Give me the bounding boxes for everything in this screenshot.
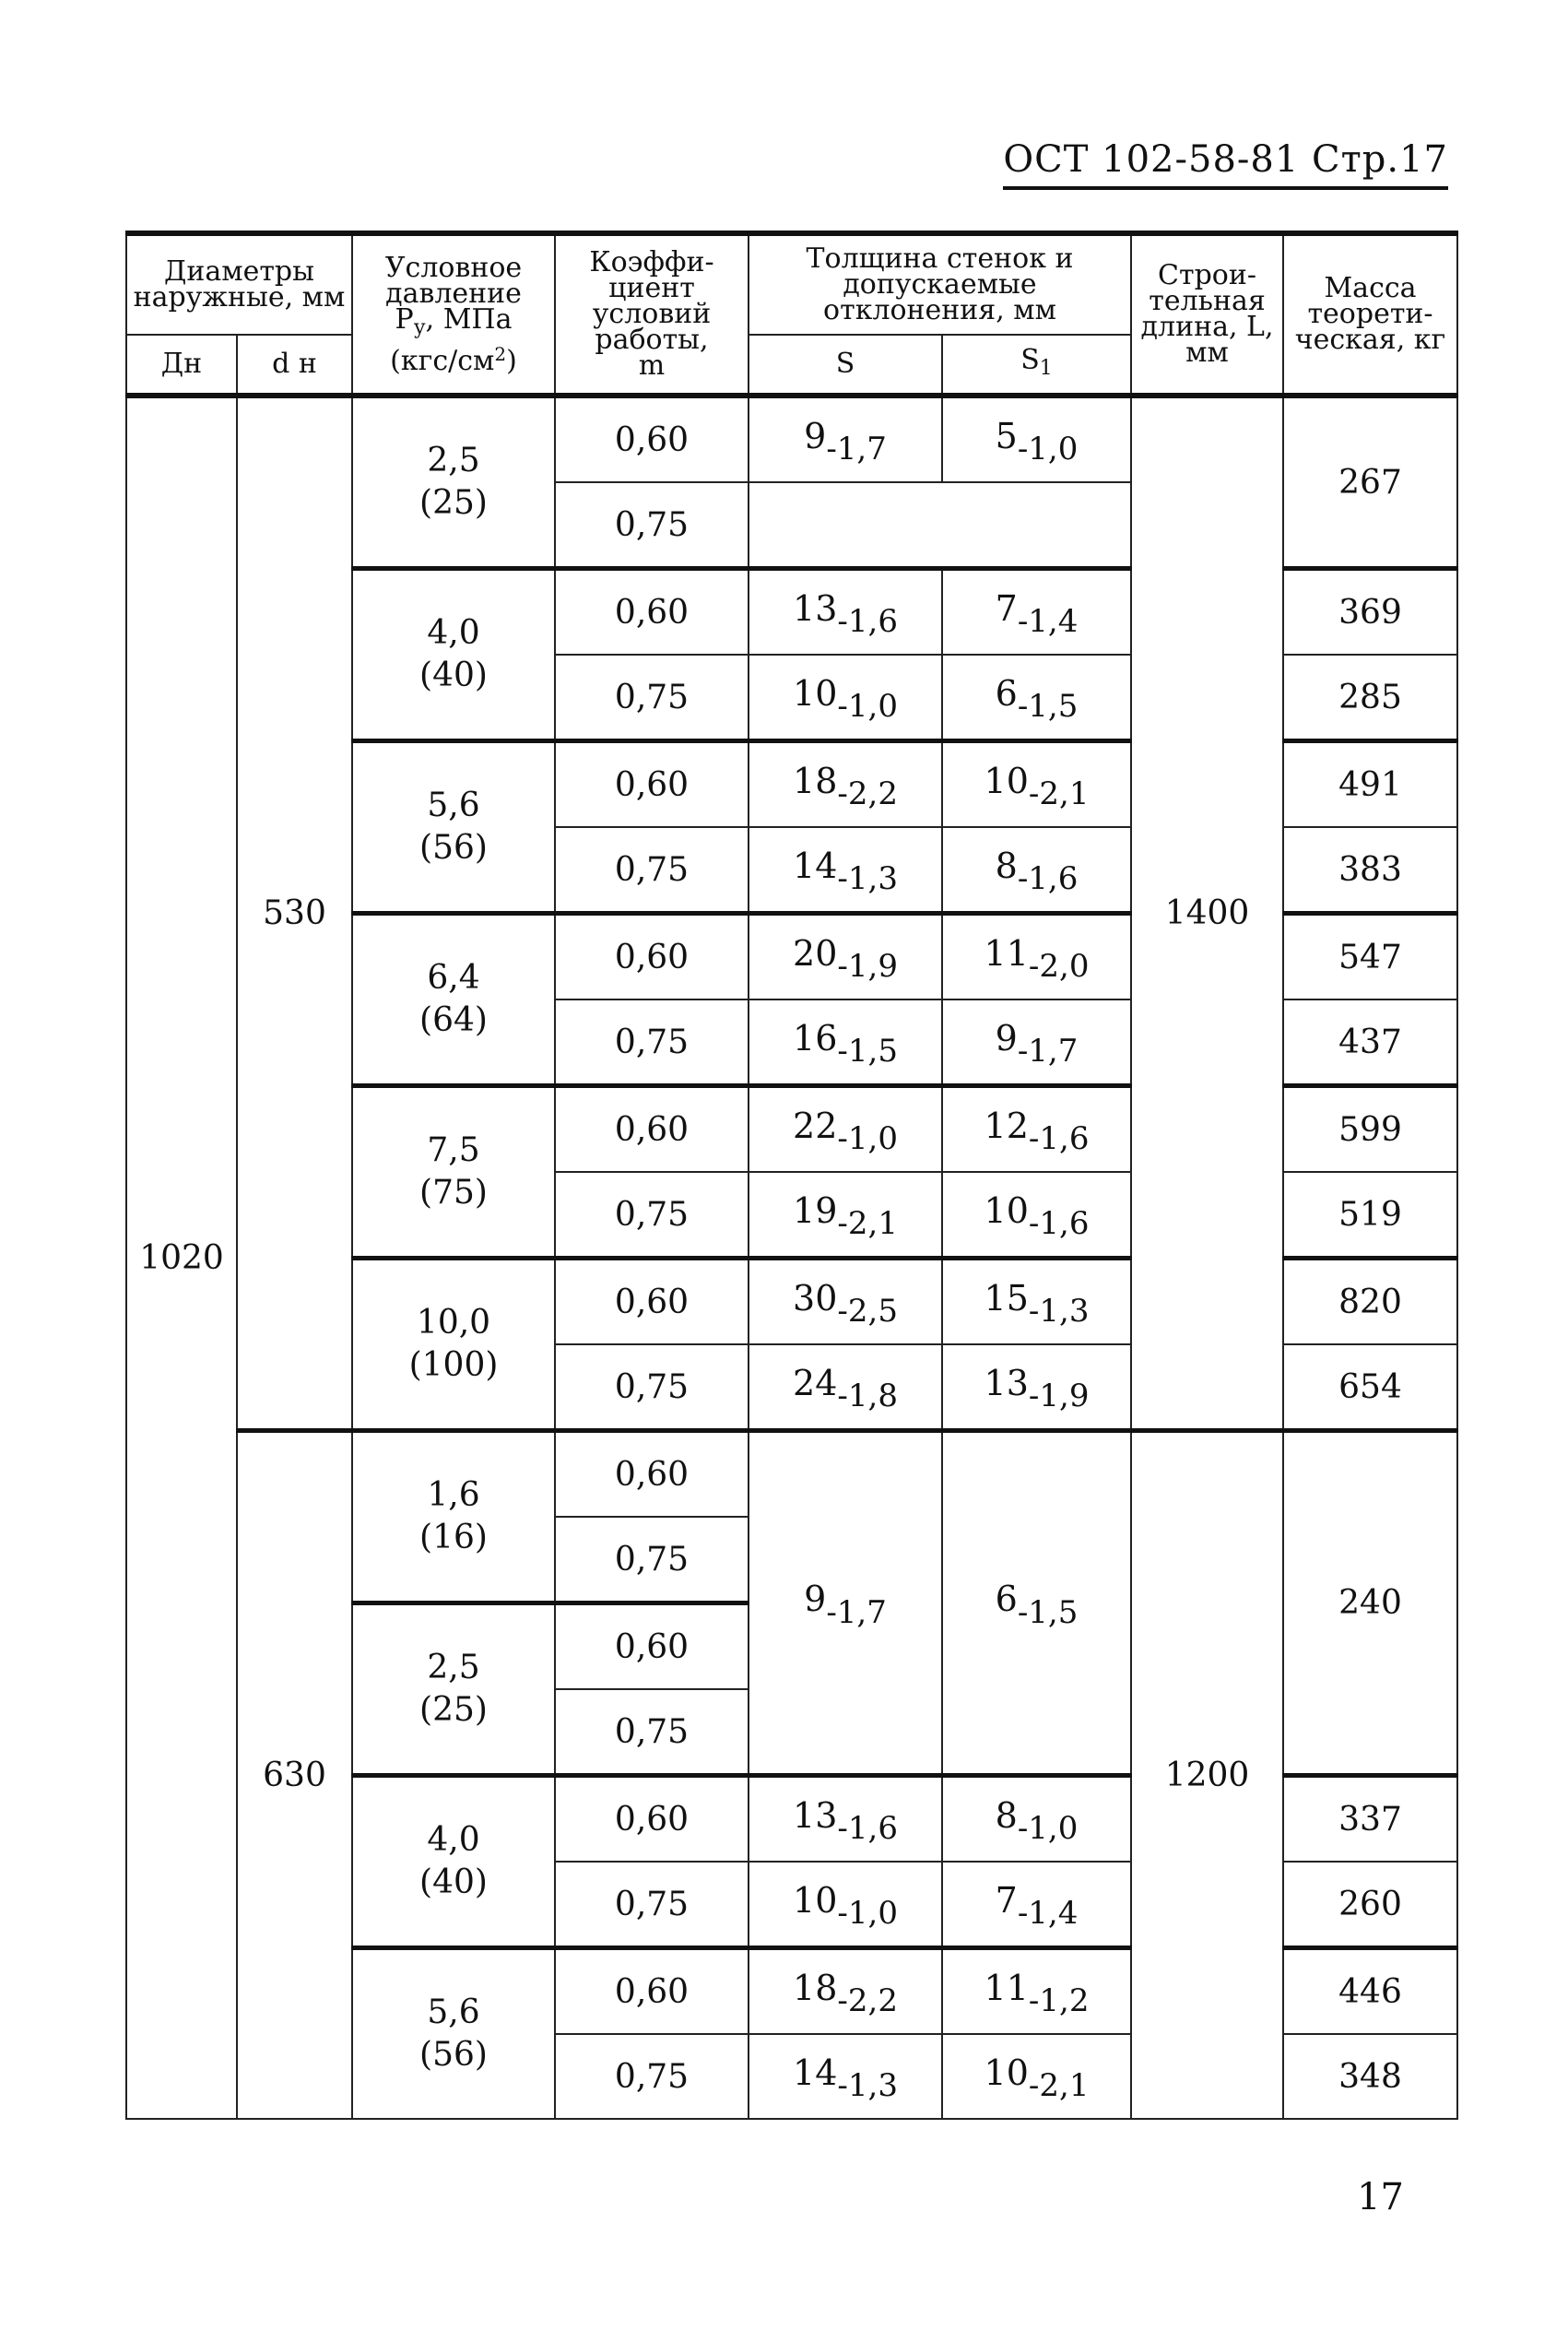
s1-cell bbox=[942, 827, 1131, 914]
s1-cell bbox=[942, 1172, 1131, 1259]
pressure-header-line3 bbox=[353, 341, 554, 377]
thickness-base: 18 bbox=[793, 760, 838, 801]
s-cell bbox=[749, 999, 942, 1086]
s1-cell bbox=[942, 569, 1131, 656]
pressure-mpa: 6,4 bbox=[427, 959, 480, 997]
thickness-base: 10 bbox=[984, 1189, 1029, 1231]
mass-cell: 437 bbox=[1283, 999, 1457, 1086]
thickness-tolerance: -1,6 bbox=[1028, 1205, 1090, 1243]
thickness-base: 13 bbox=[793, 587, 838, 629]
col-dn-inner-header: d н bbox=[237, 335, 352, 396]
s1-cell bbox=[942, 1086, 1131, 1173]
thickness-tolerance: -2,1 bbox=[1028, 2067, 1090, 2105]
mass-cell: 285 bbox=[1283, 655, 1457, 741]
col-coef-header bbox=[555, 233, 749, 396]
s1-cell-value bbox=[984, 2052, 1090, 2105]
pressure-kgf: (40) bbox=[419, 656, 488, 694]
s1-cell-value bbox=[984, 1362, 1090, 1415]
thickness-base: 14 bbox=[793, 2052, 838, 2093]
s-cell-value bbox=[793, 1879, 898, 1933]
thickness-tolerance: -1,8 bbox=[837, 1378, 898, 1415]
thickness-tolerance: -1,0 bbox=[837, 1895, 898, 1933]
pressure-cell bbox=[352, 396, 555, 569]
pressure-cell bbox=[352, 741, 555, 914]
thickness-tolerance: -2,1 bbox=[1028, 775, 1090, 813]
pressure-kgf: (100) bbox=[408, 1346, 499, 1384]
thickness-base: 7 bbox=[995, 587, 1018, 629]
thickness-tolerance: -1,0 bbox=[1017, 1810, 1079, 1848]
thickness-tolerance: -1,9 bbox=[1028, 1378, 1090, 1415]
s1-cell-value bbox=[995, 672, 1079, 726]
document-code: ОСТ 102-58-81 Стр.17 bbox=[1003, 138, 1448, 190]
pressure-cell bbox=[352, 914, 555, 1086]
pressure-header-line1: Условное давление bbox=[384, 251, 523, 310]
s1-cell bbox=[942, 741, 1131, 828]
thickness-tolerance: -1,3 bbox=[1028, 1293, 1090, 1331]
thickness-tolerance: -1,0 bbox=[837, 688, 898, 726]
s-cell-value bbox=[804, 415, 887, 468]
col-s1-header bbox=[942, 335, 1131, 396]
pressure-kgf: (40) bbox=[419, 1863, 488, 1901]
s1-cell bbox=[942, 2034, 1131, 2119]
thickness-tolerance: -1,7 bbox=[826, 1593, 887, 1631]
thickness-base: 9 bbox=[995, 1017, 1018, 1059]
length-cell: 1200 bbox=[1131, 1431, 1283, 2120]
coef-cell: 0,60 bbox=[555, 1948, 749, 2035]
s1-cell-value bbox=[995, 1794, 1079, 1848]
page-number: 17 bbox=[1357, 2176, 1404, 2218]
pressure-alt-unit-sup: 2 bbox=[494, 342, 507, 365]
pressure-alt-unit: (кгс/см bbox=[390, 344, 495, 377]
thickness-base: 10 bbox=[984, 760, 1029, 801]
s-cell bbox=[749, 1086, 942, 1173]
coef-cell: 0,60 bbox=[555, 1259, 749, 1345]
col-length-header: Строи- тельная длина, L, мм bbox=[1131, 233, 1283, 396]
pressure-mpa: 1,6 bbox=[427, 1476, 480, 1514]
thickness-base: 16 bbox=[793, 1017, 838, 1059]
pressure-kgf: (64) bbox=[419, 1001, 488, 1039]
thickness-base: 11 bbox=[984, 932, 1029, 974]
thickness-base: 7 bbox=[995, 1879, 1018, 1921]
s-cell-value bbox=[793, 1277, 898, 1331]
mass-cell: 820 bbox=[1283, 1259, 1457, 1345]
s1-symbol: S bbox=[1020, 343, 1040, 376]
s-cell bbox=[749, 1862, 942, 1948]
thickness-tolerance: -1,6 bbox=[1017, 860, 1079, 898]
thickness-tolerance: -1,3 bbox=[837, 2067, 898, 2105]
thickness-base: 13 bbox=[984, 1362, 1029, 1403]
s-cell bbox=[749, 1344, 942, 1431]
s-cell bbox=[749, 1948, 942, 2035]
s1-shared-cell bbox=[942, 1431, 1131, 1776]
s1-cell bbox=[942, 999, 1131, 1086]
thickness-base: 22 bbox=[793, 1105, 838, 1146]
coef-cell: 0,75 bbox=[555, 2034, 749, 2119]
s1-cell bbox=[942, 1259, 1131, 1345]
s1-cell-value bbox=[984, 1967, 1090, 2020]
mass-cell: 267 bbox=[1283, 396, 1457, 569]
pressure-alt-unit-close: ) bbox=[506, 344, 517, 377]
thickness-base: 6 bbox=[995, 1579, 1018, 1620]
s1-cell-value bbox=[984, 1277, 1090, 1331]
table-header bbox=[126, 233, 1457, 396]
s-cell bbox=[749, 569, 942, 656]
s1-cell-value bbox=[984, 932, 1090, 986]
pressure-kgf: (25) bbox=[419, 484, 488, 522]
s-cell-value bbox=[793, 1362, 898, 1415]
pressure-mpa: 5,6 bbox=[427, 1993, 480, 2031]
thickness-tolerance: -2,2 bbox=[837, 775, 898, 813]
s1-cell bbox=[942, 1344, 1131, 1431]
s-cell-value bbox=[793, 1967, 898, 2020]
thickness-tolerance: -1,2 bbox=[1028, 1982, 1090, 2020]
s-cell bbox=[749, 655, 942, 741]
thickness-tolerance: -1,7 bbox=[1017, 1033, 1079, 1070]
s-cell-value bbox=[793, 1189, 898, 1243]
s1-shared-cell-value bbox=[995, 1579, 1079, 1631]
pressure-kgf: (16) bbox=[419, 1519, 488, 1556]
col-mass-header: Масса теорети- ческая, кг bbox=[1283, 233, 1457, 396]
pressure-mpa: 2,5 bbox=[427, 442, 480, 479]
s1-cell-value bbox=[995, 1017, 1079, 1070]
pressure-cell bbox=[352, 1431, 555, 1603]
s-cell bbox=[749, 1259, 942, 1345]
pressure-symbol-sub: у bbox=[413, 315, 426, 339]
thickness-base: 10 bbox=[984, 2052, 1029, 2093]
thickness-tolerance: -1,5 bbox=[1017, 688, 1079, 726]
coef-cell: 0,60 bbox=[555, 1431, 749, 1518]
s-cell-value bbox=[793, 587, 898, 641]
mass-cell: 547 bbox=[1283, 914, 1457, 1000]
coef-cell: 0,60 bbox=[555, 569, 749, 656]
coef-header-symbol: m bbox=[638, 349, 666, 382]
thickness-tolerance: -1,6 bbox=[837, 1810, 898, 1848]
thickness-tolerance: -1,5 bbox=[837, 1033, 898, 1070]
thickness-base: 12 bbox=[984, 1105, 1029, 1146]
thickness-base: 10 bbox=[793, 1879, 838, 1921]
s1-cell-value bbox=[984, 1189, 1090, 1243]
col-diameters-header: Диаметры наружные, мм bbox=[126, 233, 352, 335]
thickness-tolerance: -1,6 bbox=[837, 603, 898, 641]
pressure-kgf: (25) bbox=[419, 1691, 488, 1729]
s-cell bbox=[749, 741, 942, 828]
s1-cell bbox=[942, 396, 1131, 482]
mass-cell: 348 bbox=[1283, 2034, 1457, 2119]
pressure-cell bbox=[352, 1259, 555, 1431]
s1-cell-value bbox=[995, 415, 1079, 468]
pressure-symbol: Р bbox=[395, 302, 414, 336]
thickness-tolerance: -1,5 bbox=[1017, 1593, 1079, 1631]
s-cell bbox=[749, 827, 942, 914]
mass-shared-cell: 240 bbox=[1283, 1431, 1457, 1776]
coef-cell: 0,75 bbox=[555, 1344, 749, 1431]
thickness-base: 13 bbox=[793, 1794, 838, 1836]
thickness-base: 14 bbox=[793, 845, 838, 886]
thickness-tolerance: -1,3 bbox=[837, 860, 898, 898]
thickness-base: 24 bbox=[793, 1362, 838, 1403]
mass-cell: 519 bbox=[1283, 1172, 1457, 1259]
inner-diameter-cell: 530 bbox=[237, 396, 352, 1431]
coef-cell: 0,75 bbox=[555, 655, 749, 741]
pressure-mpa: 2,5 bbox=[427, 1649, 480, 1686]
table-body bbox=[126, 396, 1457, 2119]
coef-header-text: Коэффи- циент условий работы, bbox=[589, 246, 714, 356]
coef-cell: 0,75 bbox=[555, 1172, 749, 1259]
s1-symbol-sub: 1 bbox=[1039, 356, 1053, 380]
pressure-mpa: 5,6 bbox=[427, 787, 480, 824]
mass-cell: 491 bbox=[1283, 741, 1457, 828]
pipe-spec-table bbox=[125, 231, 1458, 2120]
thickness-tolerance: -1,0 bbox=[837, 1120, 898, 1158]
outer-diameter-cell: 1020 bbox=[126, 396, 237, 2119]
s-cell bbox=[749, 914, 942, 1000]
s-cell-value bbox=[793, 845, 898, 898]
length-cell: 1400 bbox=[1131, 396, 1283, 1431]
pressure-mpa: 4,0 bbox=[427, 1821, 480, 1859]
s1-cell-value bbox=[995, 1879, 1079, 1933]
coef-cell: 0,60 bbox=[555, 741, 749, 828]
coef-cell: 0,75 bbox=[555, 482, 749, 569]
thickness-base: 6 bbox=[995, 672, 1018, 714]
s-cell-value bbox=[793, 1017, 898, 1070]
s-cell bbox=[749, 1172, 942, 1259]
s1-cell-value bbox=[984, 760, 1090, 813]
thickness-base: 8 bbox=[995, 845, 1018, 886]
thickness-tolerance: -1,7 bbox=[826, 431, 887, 468]
s1-cell-value bbox=[995, 845, 1079, 898]
coef-cell: 0,75 bbox=[555, 827, 749, 914]
table-row bbox=[126, 396, 1457, 482]
thickness-tolerance: -1,4 bbox=[1017, 603, 1079, 641]
col-pressure-header bbox=[352, 233, 555, 396]
coef-cell: 0,75 bbox=[555, 1689, 749, 1776]
pressure-cell bbox=[352, 1948, 555, 2120]
s-cell-value bbox=[793, 672, 898, 726]
s-cell-value bbox=[793, 760, 898, 813]
coef-cell: 0,75 bbox=[555, 1517, 749, 1603]
s1-cell bbox=[942, 1862, 1131, 1948]
s1-cell bbox=[942, 914, 1131, 1000]
s-cell-value bbox=[793, 2052, 898, 2105]
s1-cell bbox=[942, 1776, 1131, 1863]
mass-cell: 383 bbox=[1283, 827, 1457, 914]
pressure-mpa: 7,5 bbox=[427, 1131, 480, 1169]
thickness-base: 5 bbox=[995, 415, 1018, 456]
coef-cell: 0,60 bbox=[555, 1776, 749, 1863]
s1-cell bbox=[942, 1948, 1131, 2035]
pressure-cell bbox=[352, 1086, 555, 1259]
s-cell bbox=[749, 1776, 942, 1863]
s1-cell-value bbox=[995, 587, 1079, 641]
s1-cell bbox=[942, 655, 1131, 741]
coef-cell: 0,60 bbox=[555, 1086, 749, 1173]
mass-cell: 599 bbox=[1283, 1086, 1457, 1173]
thickness-base: 10 bbox=[793, 672, 838, 714]
table-row bbox=[126, 1431, 1457, 1518]
thickness-tolerance: -1,9 bbox=[837, 948, 898, 986]
mass-cell: 446 bbox=[1283, 1948, 1457, 2035]
s-cell bbox=[749, 2034, 942, 2119]
thickness-base: 30 bbox=[793, 1277, 838, 1319]
coef-cell: 0,75 bbox=[555, 999, 749, 1086]
pressure-cell bbox=[352, 1776, 555, 1948]
thickness-base: 11 bbox=[984, 1967, 1029, 2008]
pressure-mpa: 4,0 bbox=[427, 614, 480, 652]
coef-cell: 0,60 bbox=[555, 1603, 749, 1690]
thickness-base: 20 bbox=[793, 932, 838, 974]
coef-cell: 0,60 bbox=[555, 914, 749, 1000]
thickness-tolerance: -1,6 bbox=[1028, 1120, 1090, 1158]
thickness-base: 15 bbox=[984, 1277, 1029, 1319]
thickness-base: 19 bbox=[793, 1189, 838, 1231]
thickness-tolerance: -2,2 bbox=[837, 1982, 898, 2020]
pressure-mpa: 10,0 bbox=[416, 1304, 491, 1342]
pressure-kgf: (75) bbox=[419, 1174, 488, 1212]
thickness-base: 9 bbox=[804, 1579, 827, 1620]
thickness-base: 18 bbox=[793, 1967, 838, 2008]
coef-cell: 0,60 bbox=[555, 396, 749, 482]
pressure-header-line2 bbox=[353, 302, 554, 341]
pressure-kgf: (56) bbox=[419, 2036, 488, 2074]
thickness-tolerance: -1,0 bbox=[1017, 431, 1079, 468]
thickness-tolerance: -2,1 bbox=[837, 1205, 898, 1243]
s-cell-value bbox=[793, 1105, 898, 1158]
thickness-base: 8 bbox=[995, 1794, 1018, 1836]
mass-cell: 337 bbox=[1283, 1776, 1457, 1863]
inner-diameter-cell: 630 bbox=[237, 1431, 352, 2120]
s-shared-cell-value bbox=[804, 1579, 887, 1631]
thickness-tolerance: -1,4 bbox=[1017, 1895, 1079, 1933]
col-s-header: S bbox=[749, 335, 942, 396]
pressure-unit: , МПа bbox=[425, 302, 513, 336]
thickness-tolerance: -2,0 bbox=[1028, 948, 1090, 986]
mass-cell: 369 bbox=[1283, 569, 1457, 656]
s-cell-value bbox=[793, 932, 898, 986]
pressure-cell bbox=[352, 1603, 555, 1776]
col-dn-outer-header: Дн bbox=[126, 335, 237, 396]
thickness-base: 9 bbox=[804, 415, 827, 456]
s-shared-cell bbox=[749, 1431, 942, 1776]
thickness-tolerance: -2,5 bbox=[837, 1293, 898, 1331]
pressure-kgf: (56) bbox=[419, 829, 488, 867]
s-cell bbox=[749, 396, 942, 482]
s1-cell-value bbox=[984, 1105, 1090, 1158]
mass-cell: 654 bbox=[1283, 1344, 1457, 1431]
pressure-cell bbox=[352, 569, 555, 741]
s-cell-value bbox=[793, 1794, 898, 1848]
coef-cell: 0,75 bbox=[555, 1862, 749, 1948]
mass-cell: 260 bbox=[1283, 1862, 1457, 1948]
col-thickness-header: Толщина стенок и допускаемые отклонения, мм bbox=[749, 233, 1131, 335]
